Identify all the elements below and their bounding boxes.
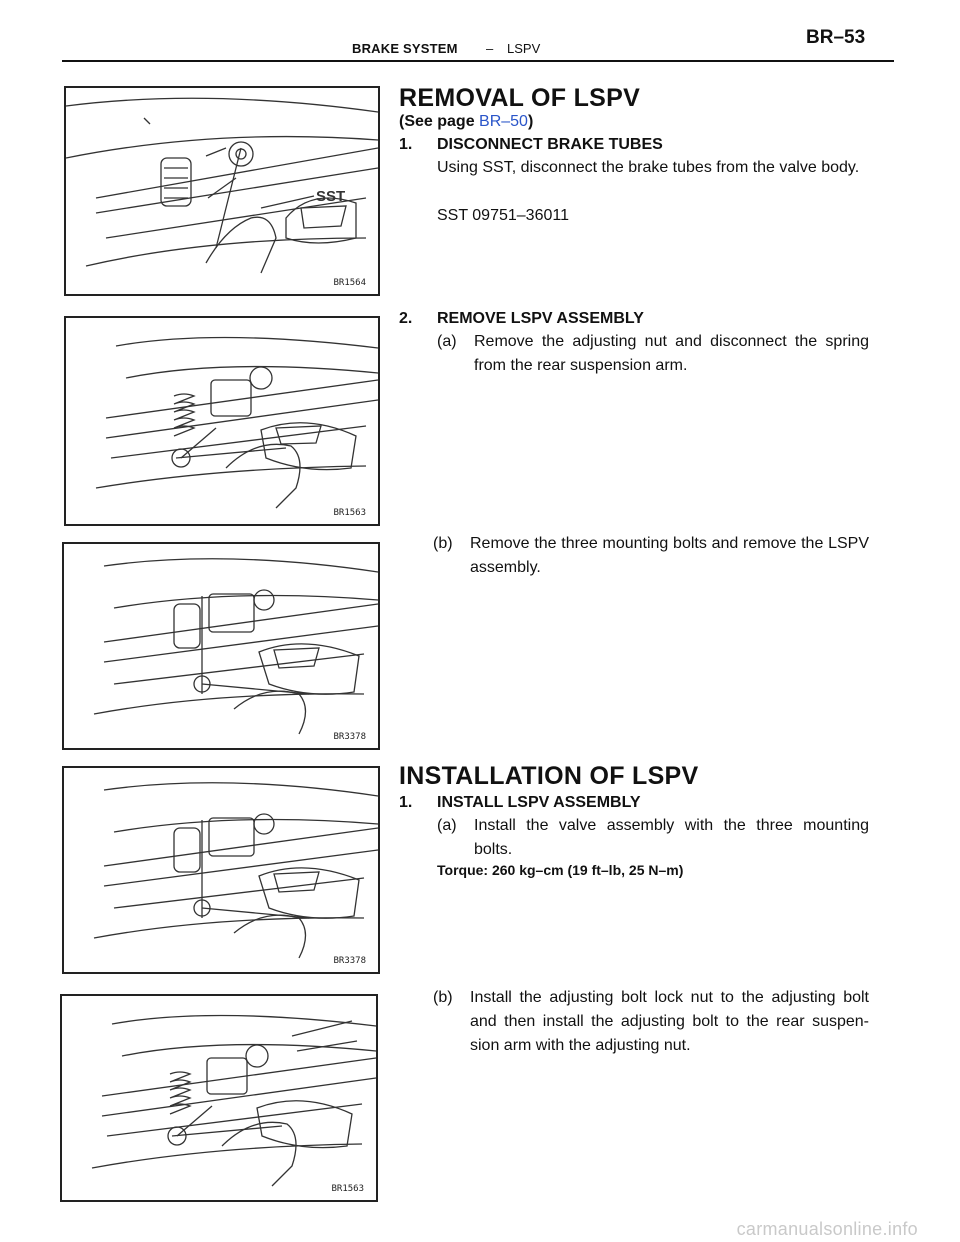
removal-step-1-title	[399, 136, 663, 154]
step-title: DISCONNECT BRAKE TUBES	[437, 136, 663, 153]
installation-heading: INSTALLATION OF LSPV	[399, 762, 699, 790]
page-number: BR–53	[806, 27, 866, 48]
item-marker: (a)	[437, 817, 457, 834]
step-number: 2.	[399, 310, 413, 327]
header-subsection: LSPV	[507, 41, 541, 56]
figure-code: BR3378	[333, 956, 366, 966]
installation-step-1-title	[399, 794, 641, 812]
figure-code: BR1563	[331, 1184, 364, 1194]
figure-remove-mounting-bolts	[62, 542, 380, 750]
figure-install-adjusting-bolt	[60, 994, 378, 1202]
see-prefix: (See page	[399, 113, 480, 130]
removal-step-2a	[437, 330, 869, 380]
removal-step-1-text: Using SST, disconnect the brake tubes from the valve body.	[437, 159, 860, 176]
watermark: carmanualsonline.info	[736, 1219, 918, 1239]
header-rule	[62, 60, 894, 62]
illustration-sst-wrench	[66, 88, 378, 294]
figure-install-valve	[62, 766, 380, 974]
page-link[interactable]: BR–50	[479, 113, 528, 130]
step-title: REMOVE LSPV ASSEMBLY	[437, 310, 644, 327]
installation-step-1a	[437, 814, 869, 864]
step-number: 1.	[399, 794, 413, 811]
installation-step-1b	[433, 986, 869, 1060]
item-marker: (a)	[437, 333, 457, 350]
see-suffix: )	[527, 113, 534, 130]
removal-step-1-sst: SST 09751–36011	[437, 207, 569, 224]
illustration-adjusting-bolt	[62, 996, 376, 1200]
sst-callout: SST	[316, 188, 346, 205]
see-page-reference	[399, 113, 533, 131]
figure-code: BR1563	[333, 508, 366, 518]
figure-code: BR3378	[333, 732, 366, 742]
header-separator: –	[486, 41, 494, 56]
item-text: Remove the three mounting bolts and remove the LSPV assembly.	[470, 535, 869, 576]
item-marker: (b)	[433, 989, 453, 1006]
header-section-title: BRAKE SYSTEM	[352, 41, 458, 56]
item-marker: (b)	[433, 535, 453, 552]
step-number: 1.	[399, 136, 413, 153]
illustration-mounting-bolts	[64, 544, 378, 748]
removal-heading: REMOVAL OF LSPV	[399, 84, 641, 112]
removal-step-2-title	[399, 310, 644, 328]
item-text: Install the adjusting bolt lock nut to the adjusting bolt and then install the adjusting bolt to the rear suspen- sion arm with the adjusting nut.	[470, 989, 869, 1054]
item-text: Remove the adjusting nut and disconnect the spring from the rear suspension arm.	[474, 333, 869, 374]
figure-disconnect-tubes	[64, 86, 380, 296]
step-title: INSTALL LSPV ASSEMBLY	[437, 794, 641, 811]
torque-spec: Torque: 260 kg–cm (19 ft–lb, 25 N–m)	[437, 862, 684, 878]
illustration-spring-nut	[66, 318, 378, 524]
figure-code: BR1564	[333, 278, 366, 288]
figure-remove-adjusting-nut	[64, 316, 380, 526]
illustration-install-valve	[64, 768, 378, 972]
item-text: Install the valve assembly with the three mounting bolts.	[474, 817, 869, 858]
removal-step-2b	[433, 532, 869, 582]
